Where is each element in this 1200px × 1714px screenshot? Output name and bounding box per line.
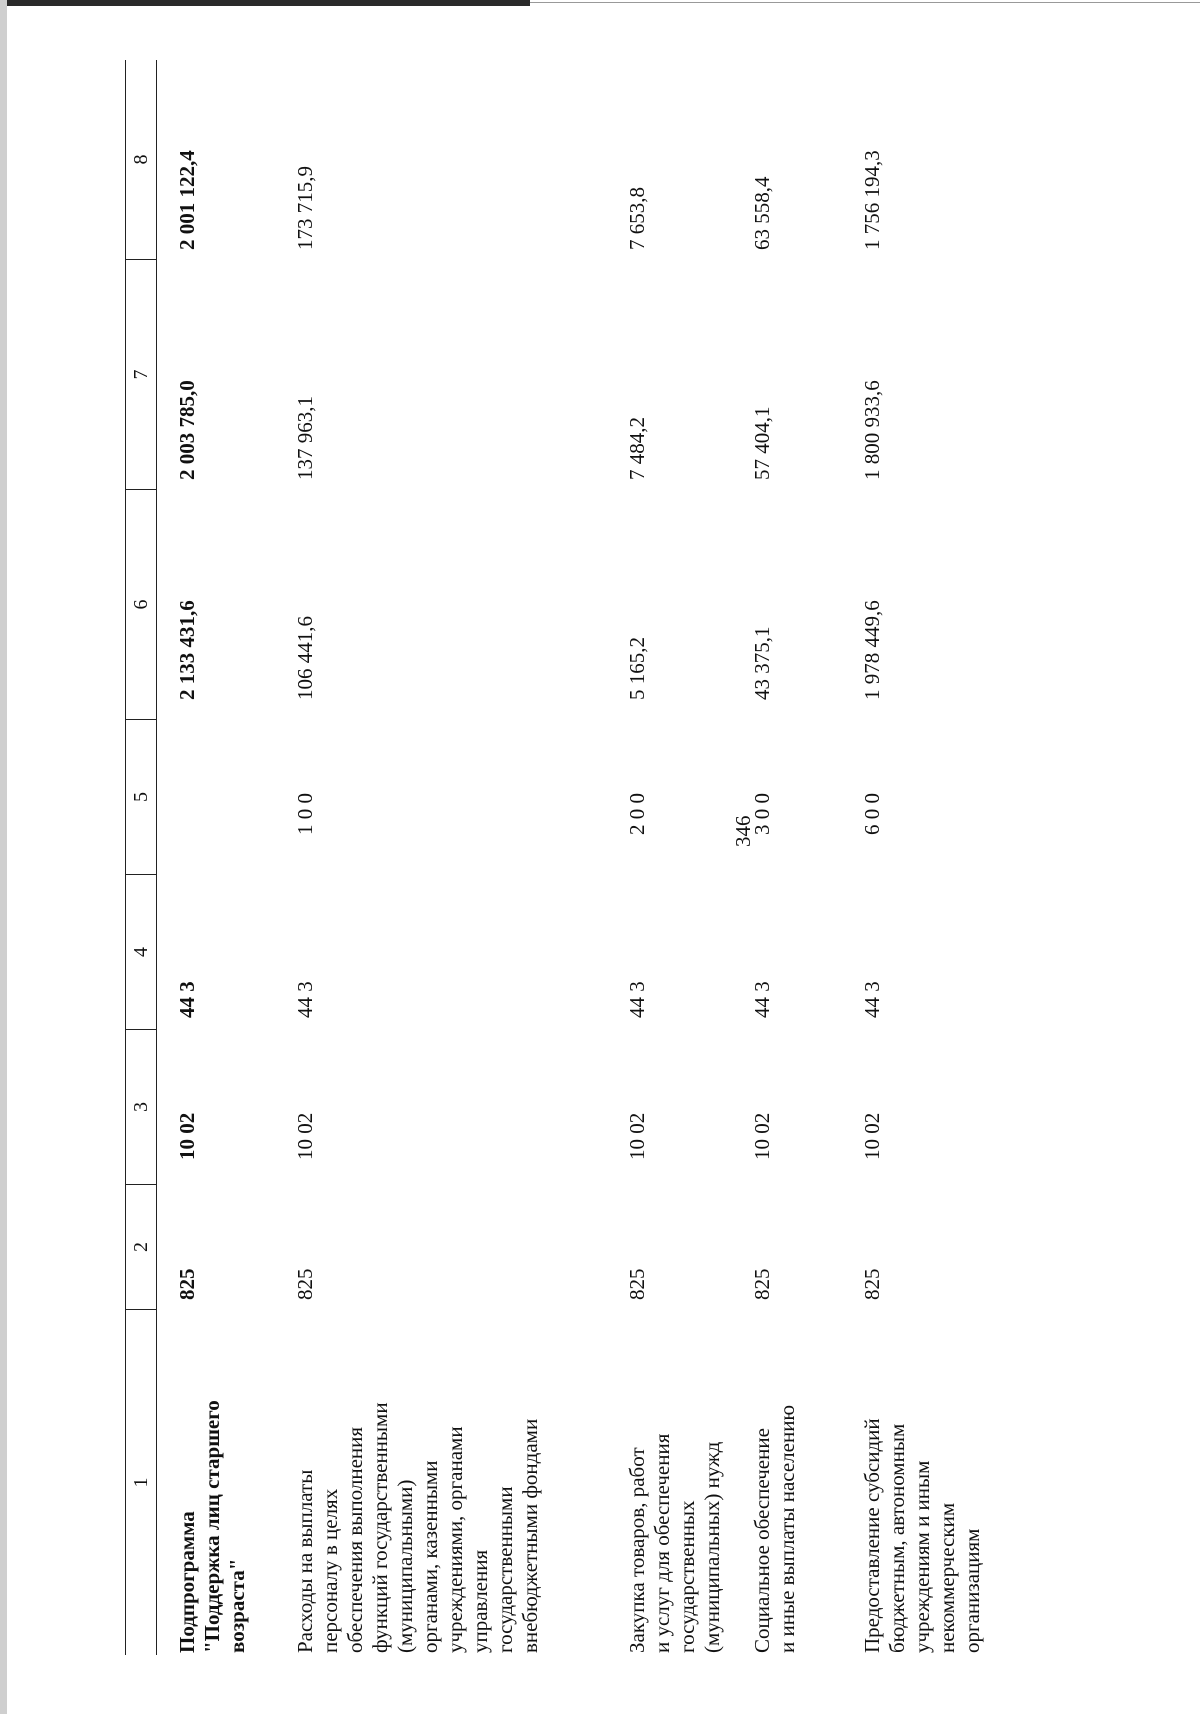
name-line: (муниципальных) нужд	[700, 1441, 724, 1653]
row-2-col-7: 137 963,1	[293, 396, 317, 480]
row-3-col-4: 44 3	[625, 981, 649, 1018]
name-line: органами, казенными	[418, 1460, 442, 1653]
name-line: обеспечения выполнения	[343, 1426, 367, 1653]
name-line: учреждениями, органами	[443, 1426, 467, 1653]
row-2-col-3: 10 02	[293, 1112, 317, 1160]
column-header-7: 7	[126, 260, 156, 490]
name-line: управления	[468, 1549, 492, 1653]
row-3-col-5: 2 0 0	[625, 793, 649, 835]
row-4-col-6: 43 375,1	[750, 626, 774, 700]
name-line: Расходы на выплаты	[293, 1469, 317, 1653]
row-3-col-6: 5 165,2	[625, 637, 649, 700]
row-2-col-6: 106 441,6	[293, 616, 317, 700]
row-4-col-4: 44 3	[750, 981, 774, 1018]
column-header-5: 5	[126, 720, 156, 875]
row-1-col-4: 44 3	[175, 981, 199, 1018]
row-4-name	[750, 1328, 800, 1653]
column-header-6: 6	[126, 490, 156, 720]
name-line: некоммерческим	[935, 1502, 959, 1653]
name-line: и услуг для обеспечения	[650, 1433, 674, 1653]
name-line: учреждениям и иным	[910, 1460, 934, 1653]
row-1-col-7: 2 003 785,0	[175, 380, 199, 480]
name-line: Предоставление субсидий	[860, 1418, 884, 1653]
row-5-col-2: 825	[860, 1268, 884, 1300]
row-1-col-6: 2 133 431,6	[175, 600, 199, 700]
row-1-col-2: 825	[175, 1268, 199, 1300]
row-5-col-5: 6 0 0	[860, 793, 884, 835]
row-4-col-3: 10 02	[750, 1112, 774, 1160]
column-header-4: 4	[126, 875, 156, 1030]
name-line: функций государственными	[368, 1402, 392, 1653]
name-line: Закупка товаров, работ	[625, 1447, 649, 1653]
name-line: государственных	[675, 1500, 699, 1653]
name-line: (муниципальными)	[393, 1479, 417, 1653]
budget-table	[125, 60, 1070, 1655]
column-header-1: 1	[130, 1477, 152, 1488]
row-3-name	[625, 1328, 725, 1653]
column-header-8: 8	[126, 60, 156, 260]
row-2-name	[293, 1328, 543, 1653]
row-3-col-3: 10 02	[625, 1112, 649, 1160]
row-1-name	[175, 1328, 250, 1653]
column-header-2: 2	[126, 1185, 156, 1310]
row-5-col-8: 1 756 194,3	[860, 150, 884, 250]
row-5-col-7: 1 800 933,6	[860, 380, 884, 480]
row-1-col-8: 2 001 122,4	[175, 150, 199, 250]
name-line: организациям	[960, 1528, 984, 1653]
name-line: Социальное обеспечение	[750, 1428, 774, 1653]
page-number: 346	[731, 815, 755, 847]
row-5-name	[860, 1328, 985, 1653]
row-2-col-2: 825	[293, 1268, 317, 1300]
name-line: внебюджетными фондами	[518, 1418, 542, 1653]
row-5-col-6: 1 978 449,6	[860, 600, 884, 700]
scan-top-line	[530, 2, 1200, 3]
row-3-col-8: 7 653,8	[625, 187, 649, 250]
row-1-col-3: 10 02	[175, 1112, 199, 1160]
name-line: возраста"	[225, 1558, 249, 1653]
row-4-col-7: 57 404,1	[750, 406, 774, 480]
row-5-col-4: 44 3	[860, 981, 884, 1018]
row-3-col-7: 7 484,2	[625, 417, 649, 480]
name-line: бюджетным, автономным	[885, 1423, 909, 1653]
row-2-col-5: 1 0 0	[293, 793, 317, 835]
row-3-col-2: 825	[625, 1268, 649, 1300]
row-4-col-8: 63 558,4	[750, 176, 774, 250]
row-5-col-3: 10 02	[860, 1112, 884, 1160]
name-line: и иные выплаты населению	[775, 1404, 799, 1653]
name-line: персоналу в целях	[318, 1488, 342, 1653]
row-4-col-2: 825	[750, 1268, 774, 1300]
row-2-col-8: 173 715,9	[293, 166, 317, 250]
table-header	[125, 60, 157, 1655]
name-line: Подпрограмма	[175, 1511, 199, 1653]
row-2-col-4: 44 3	[293, 981, 317, 1018]
name-line: государственными	[493, 1486, 517, 1653]
scan-left-edge	[0, 0, 7, 1714]
name-line: "Поддержка лиц старшего	[200, 1400, 224, 1653]
column-header-3: 3	[126, 1030, 156, 1185]
row-4-col-5: 3 0 0	[750, 793, 774, 835]
scan-top-edge	[0, 0, 530, 6]
